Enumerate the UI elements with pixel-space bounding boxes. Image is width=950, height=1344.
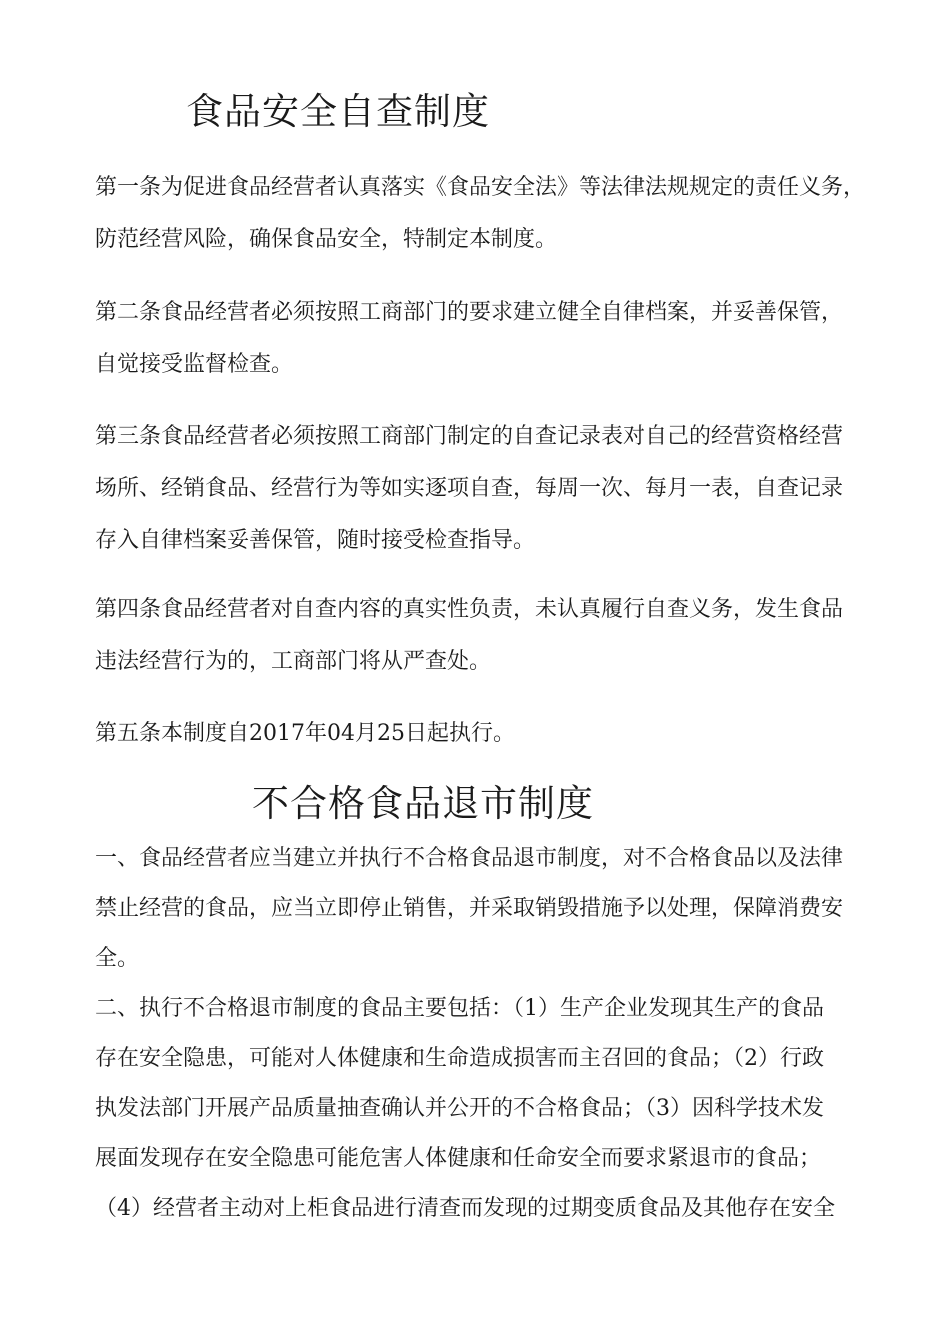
text-line: 存入自律档案妥善保管，随时接受检查指导。 [95,528,536,553]
article-4-paragraph [95,584,875,688]
text-line: 第五条本制度自2017年04月25日起执行。 [95,721,515,746]
text-line: 第二条食品经营者必须按照工商部门的要求建立健全自律档案，并妥善保管， [95,300,844,325]
article-1-paragraph [95,162,875,266]
text-line: 场所、经销食品、经营行为等如实逐项自查，每周一次、每月一表，自查记录 [95,476,844,501]
text-line: 第四条食品经营者对自查内容的真实性负责，未认真履行自查义务，发生食品 [95,597,844,622]
section-title-unqualified-food-withdrawal: 不合格食品退市制度 [252,782,594,825]
text-line: 一、食品经营者应当建立并执行不合格食品退市制度，对不合格食品以及法律 [95,846,844,871]
text-line: 违法经营行为的，工商部门将从严查处。 [95,649,492,674]
text-line: 二、执行不合格退市制度的食品主要包括：（1）生产企业发现其生产的食品 [95,996,824,1021]
text-line: 存在安全隐患，可能对人体健康和生命造成损害而主召回的食品；（2）行政 [95,1046,824,1071]
item-1-paragraph [95,834,875,984]
article-2-paragraph [95,287,875,391]
text-line: 禁止经营的食品，应当立即停止销售，并采取销毁措施予以处理，保障消费安 [95,896,844,921]
text-line: 执发法部门开展产品质量抽查确认并公开的不合格食品；（3）因科学技术发 [95,1096,824,1121]
text-line: （4）经营者主动对上柜食品进行清查而发现的过期变质食品及其他存在安全 [95,1196,835,1221]
text-line: 第三条食品经营者必须按照工商部门制定的自查记录表对自己的经营资格经营 [95,424,844,449]
text-line: 展面发现存在安全隐患可能危害人体健康和任命安全而要求紧退市的食品； [95,1146,822,1171]
article-5-paragraph [95,708,875,760]
text-line: 第一条为促进食品经营者认真落实《食品安全法》等法律法规规定的责任义务， [95,175,866,200]
section-title-self-inspection: 食品安全自查制度 [186,90,490,133]
item-2-paragraph [95,984,875,1234]
text-line: 自觉接受监督检查。 [95,352,294,377]
article-3-paragraph [95,411,875,567]
text-line: 全。 [95,946,140,971]
text-line: 防范经营风险，确保食品安全，特制定本制度。 [95,227,558,252]
